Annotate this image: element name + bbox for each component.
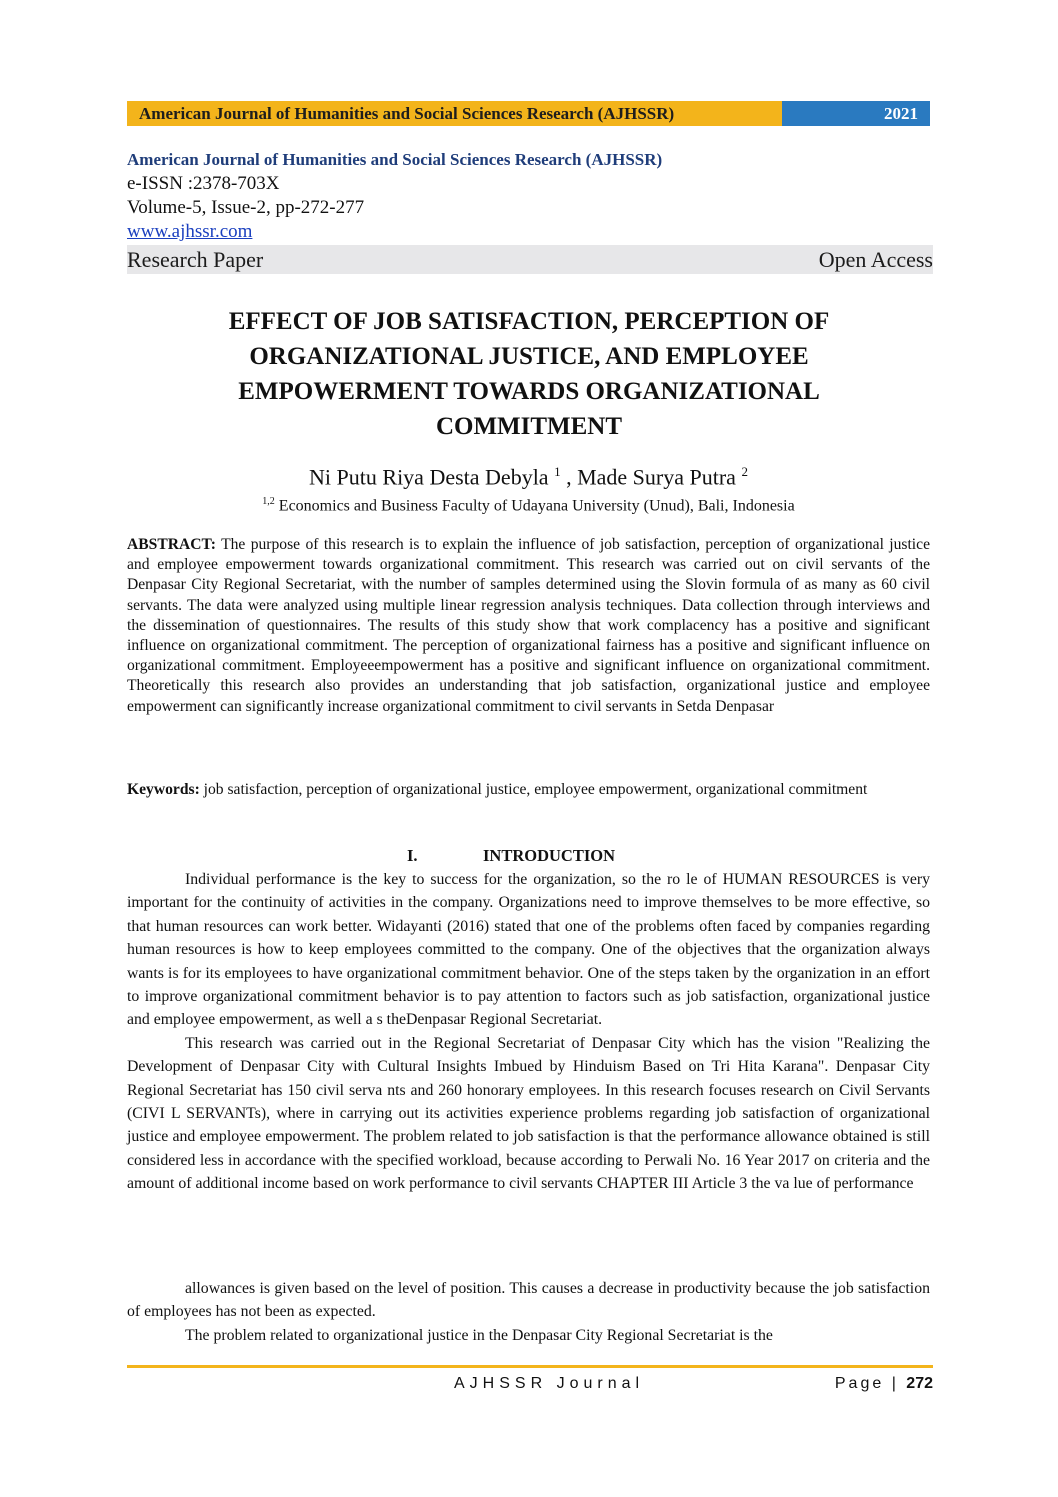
page-label: Page |	[834, 1375, 907, 1392]
body-text-block-1	[127, 868, 930, 1196]
running-header	[127, 101, 930, 126]
author-1-affiliation-mark: 1	[554, 464, 561, 479]
paragraph: allowances is given based on the level of position. This causes a decrease in productivity because the job satisfaction of employees has not been as expected.	[127, 1280, 930, 1321]
author-2-affiliation-mark: 2	[741, 464, 748, 479]
journal-url-link[interactable]: www.ajhssr.com	[127, 221, 253, 242]
header-year: 2021	[782, 101, 930, 126]
paragraph: The problem related to organizational justice in the Denpasar City Regional Secretariat is the	[185, 1326, 773, 1344]
keywords	[127, 779, 930, 801]
paper-type: Research Paper	[127, 246, 264, 272]
paper-title: EFFECT OF JOB SATISFACTION, PERCEPTION OF ORGANIZATIONAL JUSTICE, AND EMPLOYEE EMPOWERMENT TOWARDS ORGANIZATIONAL COMMITMENT	[228, 308, 830, 440]
section-title: INTRODUCTION	[483, 846, 616, 865]
page-number: 272	[906, 1375, 933, 1392]
body-text-block-2	[127, 1277, 930, 1347]
section-number: I.	[407, 846, 418, 865]
authors	[127, 458, 930, 491]
author-separator: ,	[560, 464, 578, 490]
abstract	[127, 535, 930, 717]
author-1: Ni Putu Riya Desta Debyla	[309, 464, 549, 490]
paper-type-bar	[127, 245, 933, 274]
header-journal-name: American Journal of Humanities and Social Sciences Research (AJHSSR)	[127, 101, 782, 126]
affiliation-mark: 1,2	[262, 496, 275, 507]
footer-journal: AJHSSR Journal	[454, 1375, 645, 1392]
affiliation-text: Economics and Business Faculty of Udayana University (Unud), Bali, Indonesia	[274, 497, 795, 515]
journal-name: American Journal of Humanities and Social Sciences Research (AJHSSR)	[127, 150, 663, 169]
affiliation	[127, 491, 930, 517]
paragraph: This research was carried out in the Regional Secretariat of Denpasar City which has the vision "Realizing the Development of Denpasar City with Cultural Insights Imbued by Hinduism Based on Tri Hita Karana". Denpasar City Regional Secretariat has 150 civil serva nts and 260 honorary employees. In this research focuses research on Civil Servants (CIVI L SERVANTs), where in carrying out its activities experience problems regarding job satisfaction of organizational justice and employee empowerment. The problem related to job satisfaction is that the performance allowance obtained is still considered less in accordance with the specified workload, because according to Perwali No. 16 Year 2017 on criteria and the amount of additional income based on work performance to civil servants CHAPTER III Article 3 the va lue of performance	[127, 1034, 930, 1193]
footer-divider	[127, 1365, 933, 1368]
author-2: Made Surya Putra	[577, 464, 736, 490]
abstract-label: ABSTRACT:	[127, 536, 216, 553]
journal-info	[127, 148, 930, 244]
keywords-text: job satisfaction, perception of organizational justice, employee empowerment, organizational commitment	[199, 781, 868, 798]
footer-page	[835, 1375, 933, 1393]
keywords-label: Keywords:	[127, 781, 200, 798]
access-type: Open Access	[818, 246, 933, 272]
volume-issue: Volume-5, Issue-2, pp-272-277	[127, 197, 365, 218]
paragraph: Individual performance is the key to success for the organization, so the ro le of HUMAN RESOURCES is very important for the continuity of activities in the company. Organizations need to improve themselves to be more effective, so that human resources can work better. Widayanti (2016) stated that one of the problems often faced by companies regarding human resources is how to keep employees committed to the company. One of the objectives that the organization always wants is for its employees to have organizational commitment behavior. One of the steps taken by the organization in an effort to improve organizational commitment behavior is to pay attention to factors such as job satisfaction, organizational justice and employee empowerment, as well a s theDenpasar Regional Secretariat.	[127, 871, 930, 1029]
issn: e-ISSN :2378-703X	[127, 173, 280, 194]
abstract-text: The purpose of this research is to explain the influence of job satisfaction, perception of organizational justice and employee empowerment towards organizational commitment. This research was carried out on civil servants of the Denpasar City Regional Secretariat, with the number of samples determined using the Slovin formula of as many as 60 civil servants. The data were analyzed using multiple linear regression analysis techniques. Data collection through interviews and the dissemination of questionnaires. The results of this study show that work complacency has a positive and significant influence on organizational commitment. The perception of organizational fairness has a positive and significant influence on organizational commitment. Employeeempowerment has a positive and significant influence on organizational commitment. Theoretically this research also provides an understanding that job satisfaction, organizational justice and employee empowerment can significantly increase organizational commitment to civil servants in Setda Denpasar	[127, 536, 930, 715]
